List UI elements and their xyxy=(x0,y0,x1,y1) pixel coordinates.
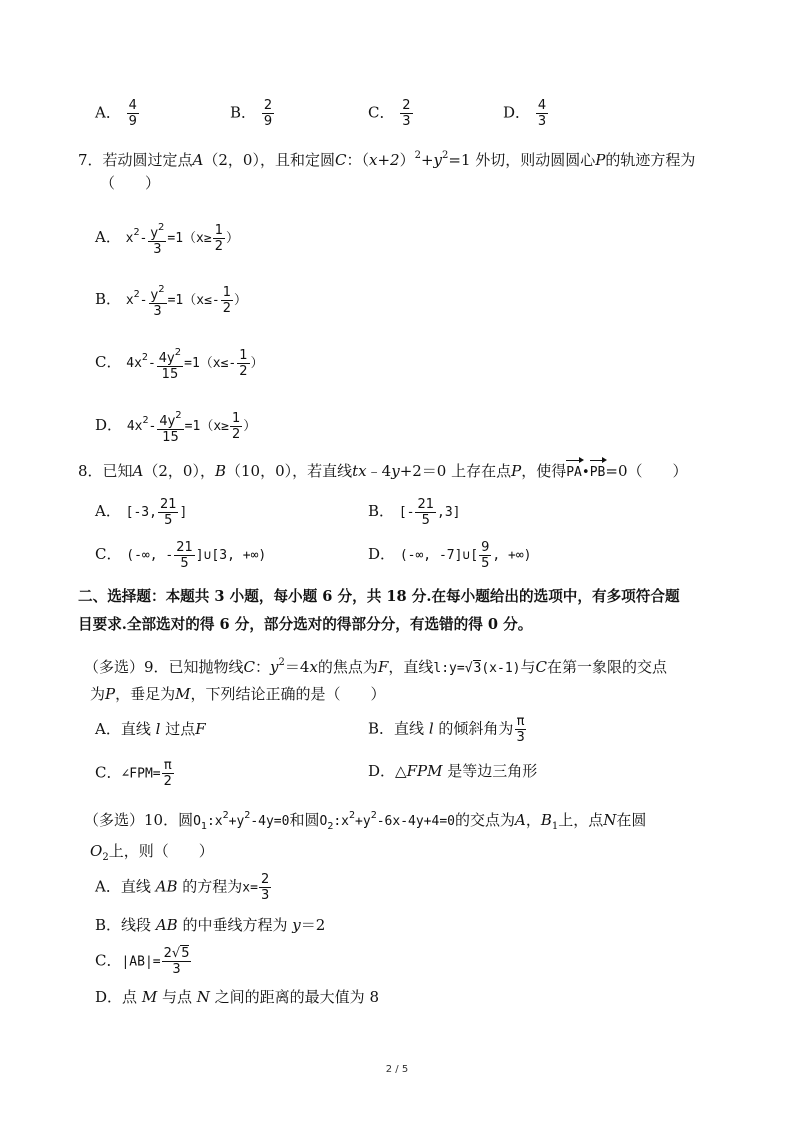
fraction xyxy=(162,758,174,789)
text: y xyxy=(150,226,159,241)
text: ﹣4 xyxy=(366,462,392,480)
q9-option-c xyxy=(95,758,175,789)
denominator: 5 xyxy=(180,556,189,571)
numerator: 4 xyxy=(128,98,137,113)
var: y xyxy=(391,462,400,480)
vector-pb: PB xyxy=(590,460,606,484)
text: (-∞, - xyxy=(126,548,174,563)
denominator: 2 xyxy=(163,774,172,789)
q10-option-a xyxy=(95,872,272,903)
q10-option-b xyxy=(95,914,325,936)
option-label: D． xyxy=(503,103,531,122)
var: l xyxy=(155,720,161,738)
numerator: 1 xyxy=(231,411,241,426)
text: 和圆 xyxy=(289,811,320,829)
denominator: 9 xyxy=(263,114,273,129)
var: FPM xyxy=(406,762,443,780)
option-label: C． xyxy=(95,545,122,563)
superscript: 2 xyxy=(244,810,251,821)
text: 与点 xyxy=(161,988,192,1006)
text: ） xyxy=(225,231,239,246)
text: ，使得 xyxy=(521,462,567,480)
text: ] xyxy=(179,505,188,520)
text: 是等边三角形 xyxy=(447,762,538,780)
fraction xyxy=(400,98,412,129)
var: O xyxy=(90,842,103,860)
var: A xyxy=(132,462,144,480)
subscript: 1 xyxy=(200,821,207,832)
text: l:y= xyxy=(433,661,465,676)
fraction xyxy=(174,540,195,571)
q8-option-d xyxy=(368,540,532,571)
var: tx xyxy=(352,462,367,480)
circle-2-equation xyxy=(319,810,455,832)
denominator: 3 xyxy=(537,114,547,129)
text: ]∪[3, +∞) xyxy=(195,548,267,563)
denominator: 15 xyxy=(161,367,179,382)
text: =1（x xyxy=(184,356,221,371)
text: 点 xyxy=(122,988,138,1006)
denominator: 5 xyxy=(481,556,490,571)
text: 直线 xyxy=(120,877,151,896)
text: x= xyxy=(242,880,258,896)
numerator: 21 xyxy=(176,540,193,555)
numerator xyxy=(157,345,183,367)
vector-pa: PA xyxy=(566,460,582,484)
text: y xyxy=(150,288,159,303)
option-label: D． xyxy=(95,988,123,1006)
text: =1（x xyxy=(184,419,222,434)
relation: ≤- xyxy=(220,356,237,371)
text: 在第一象限的交点 xyxy=(546,658,667,676)
text: 与 xyxy=(520,658,536,676)
q6-option-b xyxy=(230,98,275,129)
formula xyxy=(125,497,188,528)
text: ） xyxy=(243,419,257,434)
option-label: A． xyxy=(95,228,121,246)
q7-stem xyxy=(78,145,695,171)
denominator: 9 xyxy=(128,114,137,129)
fraction xyxy=(479,540,491,571)
denominator: 2 xyxy=(231,427,241,442)
text: ＝4 xyxy=(284,658,310,676)
text: - xyxy=(148,419,157,434)
q10-stem-line2 xyxy=(90,840,214,869)
text: =1（x xyxy=(167,231,204,246)
superscript: 2 xyxy=(141,352,148,363)
line-equation xyxy=(433,660,520,676)
numerator: 1 xyxy=(239,348,248,363)
fraction xyxy=(230,411,242,442)
superscript: 2 xyxy=(133,227,140,238)
q7-option-b xyxy=(95,282,247,319)
section-2-heading-line2 xyxy=(78,614,532,636)
text: 二、选择题：本题共 3 小题，每小题 6 分，共 18 分.在每小题给出的选项中，有多项符合题 xyxy=(78,588,680,605)
formula xyxy=(125,284,248,319)
subscript: 1 xyxy=(551,821,559,832)
option-label: B． xyxy=(368,502,395,520)
fraction xyxy=(237,348,249,379)
fraction xyxy=(157,345,183,382)
text: ：（ xyxy=(346,151,369,169)
subscript: 2 xyxy=(102,852,109,863)
subscript: 2 xyxy=(327,821,334,832)
section-2-heading xyxy=(78,586,680,608)
text: 的焦点为 xyxy=(317,658,378,676)
q7-option-c xyxy=(95,345,264,382)
answer-blank: （ ） xyxy=(100,174,161,192)
q8-stem xyxy=(78,460,688,484)
text: ∠FPM= xyxy=(121,766,161,782)
text: ＝2 xyxy=(300,916,326,934)
fraction xyxy=(157,408,183,445)
var: C xyxy=(243,658,256,676)
q7-option-d xyxy=(95,408,256,445)
text: 4y xyxy=(158,351,175,366)
fraction xyxy=(262,98,274,129)
q9-stem xyxy=(84,652,667,680)
text: 直线 xyxy=(394,719,425,738)
var: y xyxy=(292,916,301,934)
fraction xyxy=(514,714,526,745)
text: 的轨迹方程为 xyxy=(605,151,696,169)
superscript: 2 xyxy=(158,222,165,233)
q9-stem-line2 xyxy=(90,683,386,705)
text: 7．若动圆过定点 xyxy=(78,151,193,169)
option-label: C． xyxy=(95,763,122,782)
var: C xyxy=(334,151,347,169)
text: (x-1) xyxy=(481,661,521,676)
formula xyxy=(399,540,532,571)
var: A xyxy=(192,151,204,169)
formula xyxy=(125,222,239,257)
relation: ≥ xyxy=(221,419,229,434)
superscript: 2 xyxy=(414,150,421,161)
text: ，下列结论正确的是（ ） xyxy=(190,685,386,703)
text: ， xyxy=(525,811,541,829)
fraction xyxy=(162,946,192,977)
numerator: 21 xyxy=(159,497,177,512)
option-label: D． xyxy=(368,762,396,780)
text: 4x xyxy=(126,356,142,371)
q10-stem xyxy=(84,805,646,838)
numerator: 9 xyxy=(481,540,490,555)
text: （多选）9．已知抛物线 xyxy=(84,658,244,676)
numerator: 2 xyxy=(402,98,411,113)
var: l xyxy=(428,719,434,738)
text: =1（x xyxy=(167,293,205,308)
text: 之间的距离的最大值为 8 xyxy=(214,988,379,1006)
text: + xyxy=(420,151,434,169)
formula xyxy=(126,347,264,382)
text: （2，0）， xyxy=(143,462,215,480)
fraction xyxy=(127,98,139,129)
numerator: 21 xyxy=(417,497,435,512)
q10-option-d xyxy=(95,986,379,1008)
q6-option-d xyxy=(503,98,549,129)
q8-option-c xyxy=(95,540,266,571)
text: [- xyxy=(398,505,415,520)
text: -4y=0 xyxy=(250,814,290,829)
numerator xyxy=(148,220,166,242)
option-label: B． xyxy=(95,290,122,308)
q7-option-a xyxy=(95,220,239,257)
text: 直线 xyxy=(120,720,151,738)
text: ） xyxy=(399,151,415,169)
q9-option-b xyxy=(368,714,528,745)
fraction xyxy=(415,497,436,528)
text: +y xyxy=(228,814,245,829)
q7-answer-paren xyxy=(100,172,160,194)
text: =0（ ） xyxy=(605,462,688,480)
text: - xyxy=(139,231,148,246)
numerator xyxy=(157,408,183,430)
fraction xyxy=(259,872,271,903)
text: ： xyxy=(255,658,271,676)
text: -6x-4y+4=0 xyxy=(376,814,455,829)
numerator: 2 xyxy=(260,872,270,887)
text: 的中垂线方程为 xyxy=(182,916,288,934)
q8-option-b xyxy=(368,497,461,528)
var: F xyxy=(377,658,389,676)
text: +y xyxy=(355,814,371,829)
dot: • xyxy=(581,465,590,480)
text: 的方程为 xyxy=(182,877,243,896)
fraction xyxy=(221,285,233,316)
var: P xyxy=(595,151,606,169)
text: x xyxy=(125,231,134,246)
text: △ xyxy=(395,762,407,780)
denominator: 3 xyxy=(260,888,270,903)
var: x xyxy=(309,658,318,676)
text: [-3, xyxy=(125,505,157,520)
var: B xyxy=(540,811,552,829)
var: A xyxy=(515,811,526,829)
superscript: 2 xyxy=(370,810,377,821)
denominator: 2 xyxy=(222,301,231,316)
denominator: 5 xyxy=(421,513,430,528)
option-label: D． xyxy=(95,416,123,434)
text: 的交点为 xyxy=(455,811,516,829)
denominator: 2 xyxy=(239,364,248,379)
fraction xyxy=(148,220,166,257)
numerator xyxy=(162,946,192,962)
option-label: A． xyxy=(95,103,121,122)
option-label: A． xyxy=(95,877,121,896)
var: AB xyxy=(155,877,178,896)
var: N xyxy=(196,988,210,1006)
var: AB xyxy=(155,916,178,934)
text: O xyxy=(193,814,201,829)
superscript: 2 xyxy=(349,810,356,821)
text: 为 xyxy=(90,685,106,703)
option-label: C． xyxy=(368,103,395,122)
text: ，垂足为 xyxy=(115,685,176,703)
denominator: 3 xyxy=(153,242,162,257)
superscript: 2 xyxy=(442,150,449,161)
var: B xyxy=(214,462,227,480)
var: P xyxy=(105,685,116,703)
formula xyxy=(398,497,461,528)
denominator: 3 xyxy=(172,962,181,977)
page-number: 2 / 5 xyxy=(385,1064,409,1075)
text: 上，则（ ） xyxy=(108,842,214,860)
text: - xyxy=(139,293,148,308)
q10-option-c xyxy=(95,946,192,977)
denominator: 15 xyxy=(162,430,179,445)
var: M xyxy=(175,685,191,703)
option-label: A． xyxy=(95,720,121,738)
fraction xyxy=(536,98,548,129)
var: F xyxy=(195,720,206,738)
text: 8．已知 xyxy=(78,462,133,480)
superscript: 2 xyxy=(133,289,140,300)
text: 在圆 xyxy=(616,811,647,829)
option-label: D． xyxy=(368,545,396,563)
superscript: 2 xyxy=(158,284,165,295)
text: O xyxy=(319,814,328,829)
text: ） xyxy=(250,356,264,371)
denominator: 3 xyxy=(402,114,411,129)
text: :x xyxy=(206,814,223,829)
superscript: 2 xyxy=(278,657,285,668)
q9-option-d xyxy=(368,760,537,782)
relation: ≤- xyxy=(204,293,220,308)
text: , +∞) xyxy=(492,548,532,563)
option-label: B． xyxy=(95,916,122,934)
var: x+2 xyxy=(368,151,400,169)
vector-expression xyxy=(566,465,605,480)
superscript: 2 xyxy=(222,810,229,821)
numerator: 2 xyxy=(263,98,273,113)
text: （10，0），若直线 xyxy=(226,462,353,480)
var: M xyxy=(141,988,158,1006)
text: （多选）10．圆 xyxy=(84,811,194,829)
sqrt-sign: √ xyxy=(464,661,473,676)
text: x xyxy=(125,293,134,308)
q8-option-a xyxy=(95,497,187,528)
numerator: 1 xyxy=(222,285,231,300)
text: 线段 xyxy=(121,916,152,934)
text: 过点 xyxy=(165,720,196,738)
numerator: 4 xyxy=(537,98,547,113)
circle-1-equation xyxy=(193,810,290,832)
q9-option-a xyxy=(95,718,206,740)
text: ） xyxy=(234,293,248,308)
radicand: 5 xyxy=(181,946,190,961)
var: P xyxy=(511,462,522,480)
formula xyxy=(126,540,267,571)
text: +2＝0 上存在点 xyxy=(399,462,512,480)
denominator: 3 xyxy=(516,730,525,745)
text: 的倾斜角为 xyxy=(438,719,514,738)
text: - xyxy=(147,356,156,371)
numerator: π xyxy=(516,714,525,729)
text: 目要求.全部选对的得 6 分，部分选对的得部分分，有选错的得 0 分。 xyxy=(78,616,533,633)
fraction xyxy=(149,282,167,319)
numerator xyxy=(149,282,167,304)
fraction xyxy=(158,497,179,528)
text: =1 外切，则动圆圆心 xyxy=(448,151,596,169)
option-label: B． xyxy=(230,103,257,122)
var: C xyxy=(535,658,547,676)
option-label: A． xyxy=(95,502,121,520)
var: y xyxy=(433,151,443,169)
option-label: C． xyxy=(95,353,122,371)
q6-option-c xyxy=(368,98,414,129)
formula xyxy=(126,410,257,445)
text: ，直线 xyxy=(388,658,434,676)
text: 2 xyxy=(163,946,172,961)
text: :x xyxy=(333,814,349,829)
relation: ≥ xyxy=(203,231,212,246)
text: |AB|= xyxy=(121,954,161,970)
option-label: B． xyxy=(368,719,395,738)
q6-option-a xyxy=(95,98,140,129)
denominator: 5 xyxy=(164,513,173,528)
var: N xyxy=(603,811,617,829)
superscript: 2 xyxy=(174,347,182,358)
superscript: 2 xyxy=(142,415,149,426)
radicand: 3 xyxy=(473,661,482,676)
text: 上，点 xyxy=(558,811,604,829)
numerator: π xyxy=(163,758,172,773)
denominator: 2 xyxy=(214,239,223,254)
numerator: 1 xyxy=(214,223,223,238)
fraction xyxy=(213,223,225,254)
var: y xyxy=(270,658,279,676)
superscript: 2 xyxy=(175,410,182,421)
denominator: 3 xyxy=(153,304,162,319)
text: ,3] xyxy=(437,505,461,520)
option-label: C． xyxy=(95,951,122,970)
text: (-∞, -7]∪[ xyxy=(399,548,479,563)
text: （2，0），且和定圆 xyxy=(203,151,335,169)
sqrt-sign: √ xyxy=(171,946,181,961)
text: 4x xyxy=(126,419,143,434)
text: 4y xyxy=(159,414,176,429)
